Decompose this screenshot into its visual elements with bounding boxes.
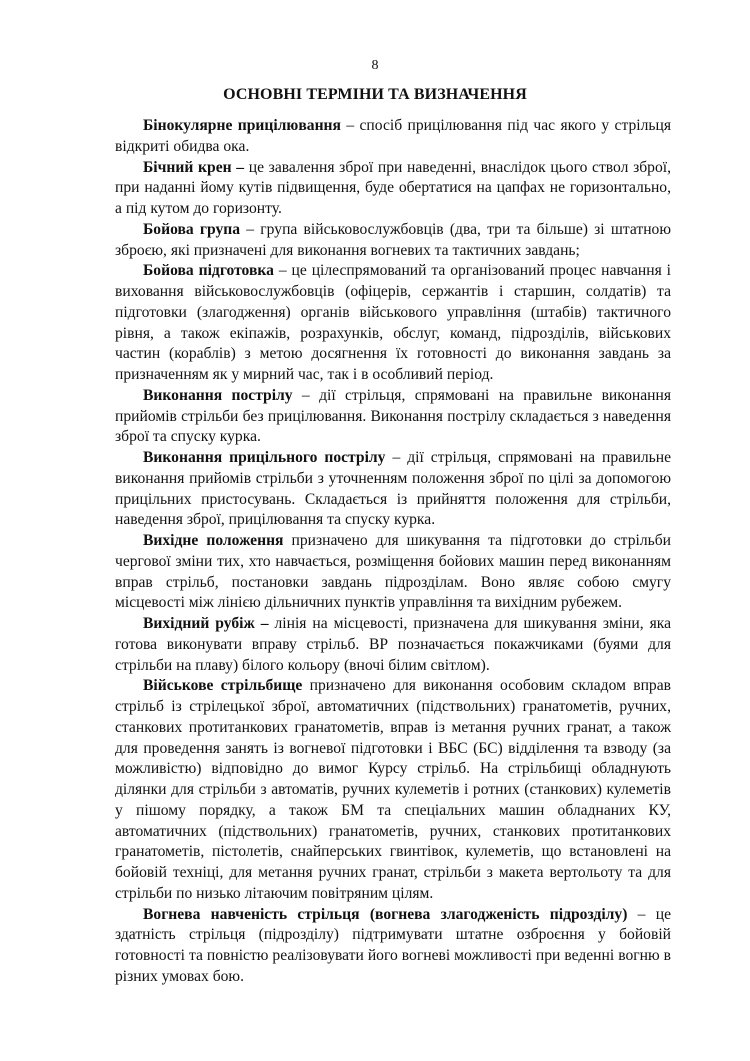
term-name: Військове стрільбище: [143, 677, 303, 695]
term-name: Вихідне положення: [143, 532, 284, 549]
page-number: 8: [371, 58, 379, 73]
term-definition: – це здатність стрільця (підрозділу) підтримувати штатне озброєння у бойовій готовності та повністю реалізовувати його вогневі можливості при веденні вогню в різних умовах бою.: [115, 905, 671, 985]
page-title: ОСНОВНІ ТЕРМІНИ ТА ВИЗНАЧЕННЯ: [223, 86, 527, 103]
term-entry-side-cant: [115, 158, 671, 220]
term-entry-aimed-shot-execution: [115, 448, 671, 531]
term-entry-fire-proficiency: [115, 905, 671, 988]
term-definition: це завалення зброї при наведенні, внаслідок цього ствол зброї, при наданні йому кутів підвищення, буде обертатися на цапфах не горизонтально, а під кутом до горизонту.: [115, 158, 671, 217]
term-definition: призначено для шикування та підготовки до стрільби чергової зміни тих, хто навчається, розміщення бойових машин перед виконанням вправ стрільб, постановки завдань підрозділам. Воно являє собою смугу місцевості між лінією дільничних пунктів управління та вихідним рубежем.: [115, 532, 671, 612]
term-name: Бойова підготовка: [143, 262, 274, 280]
term-entry-shot-execution: [115, 386, 671, 448]
term-definition: – це цілеспрямований та організований процес навчання і виховання військовослужбовців (офіцерів, сержантів і старшин, солдатів) та підготовки (злагодження) органів військового управління (штабів) тактичного рівня, а також екіпажів, розрахунків, обслуг, команд, підрозділів, військових частин (кораблів) з метою досягнення їх готовності до виконання завдань за призначенням як у мирний час, так і в особливий період.: [115, 262, 671, 383]
term-name: Бінокулярне прицілювання: [143, 117, 341, 134]
term-definition: лінія на місцевості, призначена для шикування зміни, яка готова виконувати вправу стрільб. ВР позначається покажчиками (буями для стрільби на плаву) білого кольору (вночі білим світлом).: [115, 615, 672, 674]
term-entry-combat-group: [115, 220, 671, 262]
term-entry-binocular-aiming: [115, 116, 671, 158]
term-name: Виконання пострілу: [143, 386, 293, 404]
terms-list: [115, 116, 671, 988]
term-name: Вогнева навченість стрільця (вогнева злагодженість підрозділу): [143, 905, 628, 923]
term-entry-military-range: [115, 676, 671, 904]
term-name: Вихідний рубіж –: [143, 615, 269, 632]
term-definition: – дії стрільця, спрямовані на правильне виконання прийомів стрільби з уточненням положення зброї по цілі за допомогою прицільних пристосувань. Складається із прийняття положення для стрільби, наведення зброї, прицілювання та спуску курка.: [115, 449, 671, 529]
term-definition: – дії стрільця, спрямовані на правильне виконання прийомів стрільби без прицілювання. Виконання пострілу складається з наведення зброї та спуску курка.: [115, 386, 671, 446]
term-definition: призначено для виконання особовим складом вправ стрільб із стрілецької зброї, автоматичних (підствольних) гранатометів, ручних, станкових протитанкових гранатометів, вправ із метання ручних гранат, а також для проведення занять із вогневої підготовки і ВБС (БС) відділення та взводу (за можливістю) відповідно до вимог Курсу стрільб. На стрільбищі обладнують ділянки для стрільби з автоматів, ручних кулеметів і ротних (станкових) кулеметів у пішому порядку, а також БМ та спеціальних машин обладнаних КУ, автоматичних (підствольних) гранатометів, ручних, станкових протитанкових гранатометів, пістолетів, снайперських гвинтівок, кулеметів, що встановлені на бойовій техніці, для метання ручних гранат, стрільби з макета вертольоту та для стрільби по низько літаючим повітряним цілям.: [115, 677, 671, 902]
term-entry-combat-training: [115, 261, 671, 386]
term-name: Бойова група: [143, 220, 241, 238]
term-definition: – група військовослужбовців (два, три та більше) зі штатною зброєю, які призначені для виконання вогневих та тактичних завдань;: [115, 220, 671, 259]
term-name: Виконання прицільного пострілу: [143, 449, 386, 466]
term-entry-starting-line: [115, 614, 671, 676]
term-entry-starting-position: [115, 531, 671, 614]
term-name: Бічний крен –: [143, 158, 245, 176]
term-definition: – спосіб прицілювання під час якого у стрільця відкриті обидва ока.: [115, 117, 671, 155]
